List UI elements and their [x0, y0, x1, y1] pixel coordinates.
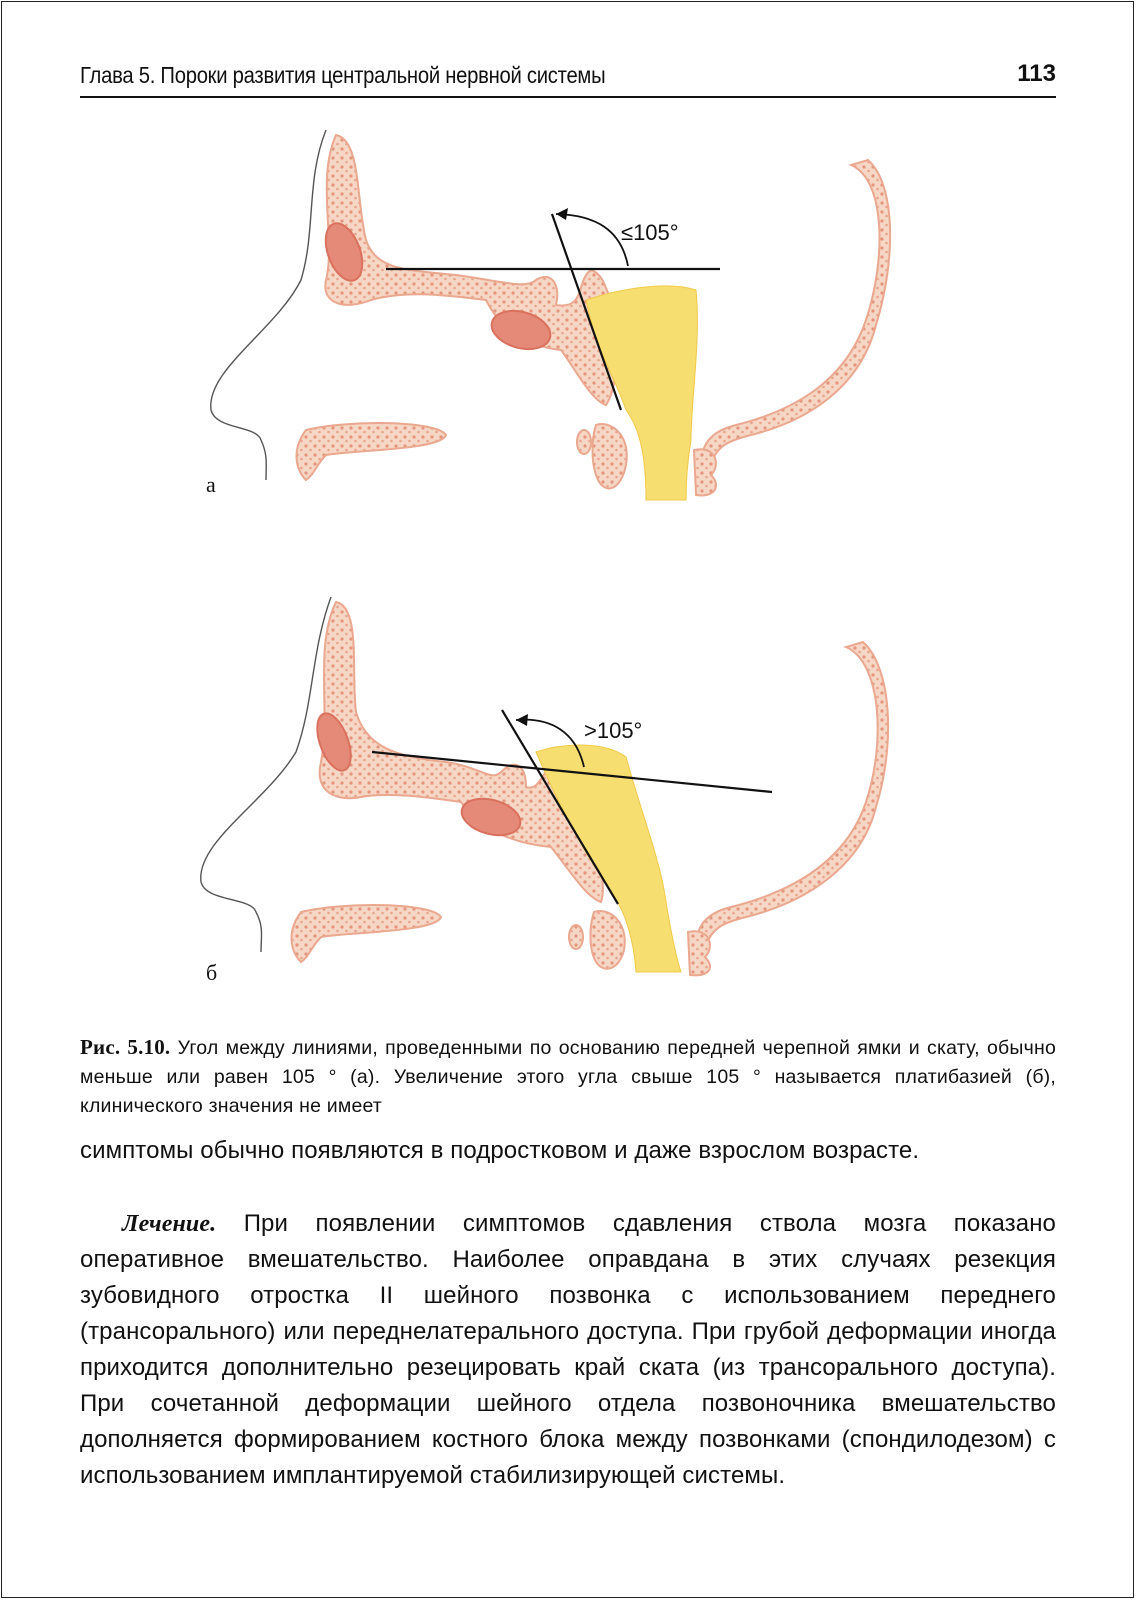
- page-header: [80, 56, 1056, 98]
- angle-arrow-head: [516, 714, 528, 726]
- panel-label: б: [206, 960, 218, 985]
- caption-text: Угол между линиями, проведенными по основанию передней черепной ямки и скату, обычно меньше или равен 105 ° (а). Увеличение этого угла свыше 105 ° называется платибазией (б), клинического значения не имеет: [80, 1037, 1057, 1117]
- hard-palate: [297, 423, 446, 480]
- face-profile-outline: [201, 597, 331, 952]
- occipital-bone: [696, 642, 888, 947]
- odontoid-process: [590, 911, 624, 969]
- paragraph-text: При появлении симптомов сдавления ствола мозга показано оперативное вмешательство. Наиболее оправдана в этих случаях резекция зубовидного отростка II шейного позвонка с использованием переднего (трансорального) или переднелатерального доступа. При грубой деформации иногда приходится дополнительно резецировать край ската (из трансорального доступа). При сочетанной деформации шейного отдела позвоночника вмешательство дополняется формированием костного блока между позвонками (спондилодезом) с использованием имплантируемой стабилизирующей системы.: [80, 1210, 1056, 1489]
- posterior-vertebra: [688, 931, 710, 975]
- paragraph-lead: Лечение.: [122, 1211, 217, 1237]
- figure-panel-b: [196, 592, 896, 985]
- odontoid-process: [592, 424, 626, 488]
- paragraph-1: симптомы обычно появляются в подростковом и даже взрослом возрасте.: [80, 1137, 920, 1164]
- atlas-anterior-arch: [569, 925, 583, 949]
- occipital-bone: [701, 160, 890, 465]
- angle-arrow-head: [556, 208, 568, 220]
- panel-label: а: [206, 472, 216, 497]
- chapter-title: Глава 5. Пороки развития центральной нервной системы: [80, 62, 606, 88]
- atlas-anterior-arch: [577, 430, 591, 454]
- caption-label: Рис. 5.10.: [80, 1035, 171, 1059]
- figure-panel-a: [196, 120, 896, 500]
- hard-palate: [292, 905, 441, 962]
- face-profile-outline: [211, 130, 326, 480]
- figure-caption: [80, 1033, 1056, 1121]
- angle-label: ≤105°: [621, 220, 679, 245]
- paragraph-2: [80, 1206, 1056, 1494]
- angle-label: >105°: [584, 718, 643, 743]
- posterior-vertebra: [694, 449, 716, 495]
- page-number: 113: [1017, 60, 1056, 87]
